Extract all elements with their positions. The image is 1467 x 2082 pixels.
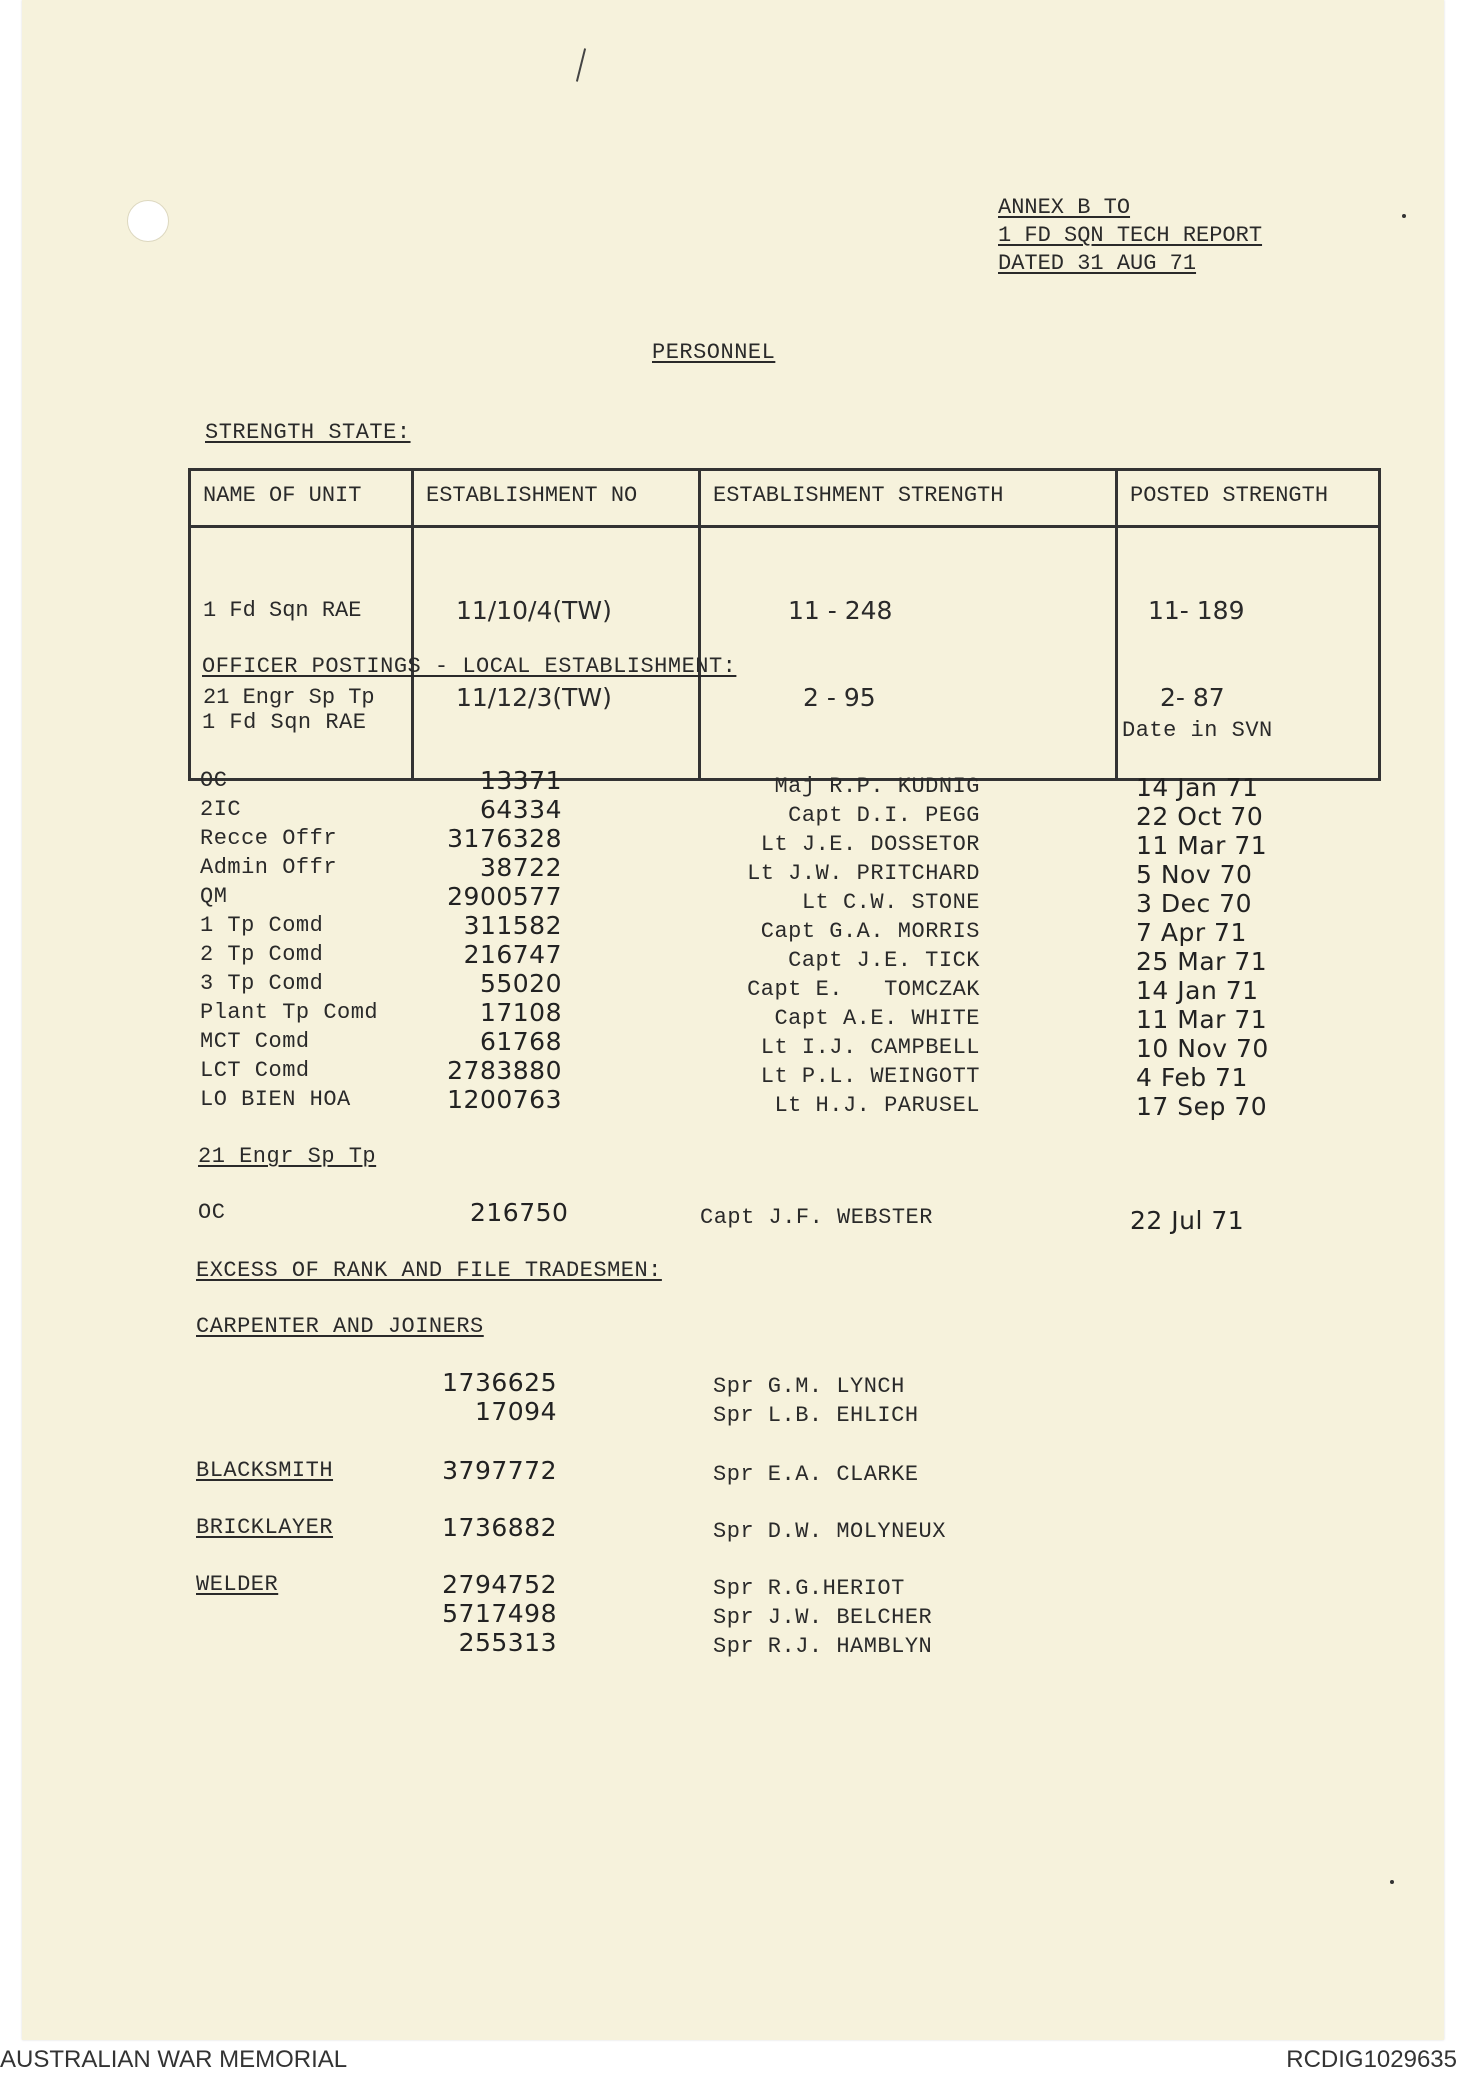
date-header: Date in SVN	[1122, 718, 1273, 743]
date-in-svn: 4 Feb 71	[1136, 1063, 1248, 1092]
page-title: PERSONNEL	[652, 340, 776, 365]
officer-name: Lt I.J. CAMPBELL	[760, 1035, 980, 1060]
officer-name: Lt J.E. DOSSETOR	[760, 832, 980, 857]
service-number: 38722	[479, 853, 562, 882]
date-in-svn: 3 Dec 70	[1136, 889, 1252, 918]
officer-name: Capt G.A. MORRIS	[760, 919, 980, 944]
annex-line: DATED 31 AUG 71	[998, 251, 1197, 276]
trade-name: CARPENTER AND JOINERS	[196, 1314, 484, 1339]
service-number: 1200763	[447, 1085, 562, 1114]
unit-name: 21 Engr Sp Tp	[203, 685, 375, 710]
est-strength-cell	[700, 527, 1117, 780]
service-number: 216750	[470, 1198, 569, 1227]
service-number: 17108	[479, 998, 562, 1027]
date-in-svn: 10 Nov 70	[1136, 1034, 1269, 1063]
header-unit: NAME OF UNIT	[190, 470, 413, 527]
pen-mark	[576, 48, 586, 81]
tradesman-name: Spr E.A. CLARKE	[713, 1462, 919, 1487]
service-number: 55020	[479, 969, 562, 998]
tradesman-name: Spr R.G.HERIOT	[713, 1576, 905, 1601]
service-number: 61768	[479, 1027, 562, 1056]
est-no: 11/10/4(TW)	[456, 596, 612, 625]
tradesman-name: Spr D.W. MOLYNEUX	[713, 1519, 946, 1544]
service-number: 64334	[479, 795, 562, 824]
date-in-svn: 11 Mar 71	[1136, 1005, 1268, 1034]
est-strength: 2 - 95	[803, 683, 876, 712]
service-number: 1736625	[442, 1368, 557, 1397]
date-in-svn: 7 Apr 71	[1136, 918, 1247, 947]
punch-hole	[127, 200, 169, 242]
unit-heading: 21 Engr Sp Tp	[198, 1144, 377, 1169]
officer-name: Capt E. TOMCZAK	[747, 977, 980, 1002]
date-in-svn: 5 Nov 70	[1136, 860, 1253, 889]
officer-name: Capt J.E. TICK	[788, 948, 980, 973]
speck	[1402, 214, 1406, 218]
appointment: Recce Offr	[200, 826, 338, 851]
officer-name: Capt A.E. WHITE	[774, 1006, 980, 1031]
annex-line: ANNEX B TO	[998, 195, 1131, 220]
service-number: 3176328	[447, 824, 562, 853]
est-no: 11/12/3(TW)	[456, 683, 612, 712]
service-number: 3797772	[442, 1456, 557, 1485]
appointment: QM	[200, 884, 228, 909]
date-in-svn: 14 Jan 71	[1136, 773, 1259, 802]
trade-name: BLACKSMITH	[196, 1458, 334, 1483]
officer-name: Lt C.W. STONE	[801, 890, 980, 915]
officer-name: Capt D.I. PEGG	[788, 803, 980, 828]
trade-name: BRICKLAYER	[196, 1515, 334, 1540]
officer-heading: OFFICER POSTINGS - LOCAL ESTABLISHMENT:	[202, 654, 737, 679]
officer-name: Capt J.F. WEBSTER	[700, 1205, 933, 1230]
service-number: 2783880	[447, 1056, 562, 1085]
officer-name: Lt H.J. PARUSEL	[774, 1093, 980, 1118]
service-number: 255313	[458, 1628, 557, 1657]
appointment: 2 Tp Comd	[200, 942, 324, 967]
appointment: MCT Comd	[200, 1029, 310, 1054]
appointment: 1 Tp Comd	[200, 913, 324, 938]
appointment: Admin Offr	[200, 855, 338, 880]
unit-heading: 1 Fd Sqn RAE	[202, 710, 367, 735]
footer-source: AUSTRALIAN WAR MEMORIAL	[0, 2046, 348, 2073]
service-number: 13371	[479, 766, 562, 795]
tradesman-name: Spr L.B. EHLICH	[713, 1403, 919, 1428]
service-number: 311582	[463, 911, 562, 940]
date-in-svn: 11 Mar 71	[1136, 831, 1268, 860]
service-number: 2794752	[442, 1570, 557, 1599]
appointment: LO BIEN HOA	[200, 1087, 351, 1112]
header-posted-strength: POSTED STRENGTH	[1117, 470, 1380, 527]
date-in-svn: 17 Sep 70	[1136, 1092, 1268, 1121]
header-est-no: ESTABLISHMENT NO	[413, 470, 700, 527]
service-number: 216747	[463, 940, 562, 969]
date-in-svn: 22 Oct 70	[1136, 802, 1264, 831]
posted-strength: 11- 189	[1148, 596, 1245, 625]
service-number: 17094	[474, 1397, 557, 1426]
table-header-row	[190, 470, 1380, 527]
date-in-svn: 14 Jan 71	[1136, 976, 1259, 1005]
service-number: 5717498	[442, 1599, 557, 1628]
tradesman-name: Spr J.W. BELCHER	[713, 1605, 933, 1630]
speck	[1390, 1880, 1394, 1884]
officer-name: Lt P.L. WEINGOTT	[760, 1064, 980, 1089]
est-strength: 11 - 248	[788, 596, 893, 625]
unit-name: 1 Fd Sqn RAE	[203, 598, 362, 623]
annex-reference	[998, 194, 1262, 278]
date-in-svn: 22 Jul 71	[1130, 1206, 1245, 1235]
header-est-strength: ESTABLISHMENT STRENGTH	[700, 470, 1117, 527]
officer-name: Lt J.W. PRITCHARD	[747, 861, 980, 886]
excess-heading: EXCESS OF RANK AND FILE TRADESMEN:	[196, 1258, 662, 1283]
appointment: 2IC	[200, 797, 242, 822]
posted-strength: 2- 87	[1160, 683, 1225, 712]
appointment: 3 Tp Comd	[200, 971, 324, 996]
footer-id: RCDIG1029635	[1286, 2046, 1457, 2073]
strength-heading: STRENGTH STATE:	[205, 420, 411, 445]
appointment: OC	[198, 1200, 226, 1225]
annex-line: 1 FD SQN TECH REPORT	[998, 223, 1263, 248]
appointment: LCT Comd	[200, 1058, 310, 1083]
appointment: Plant Tp Comd	[200, 1000, 379, 1025]
service-number: 1736882	[442, 1513, 557, 1542]
trade-name: WELDER	[196, 1572, 279, 1597]
appointment: OC	[200, 768, 228, 793]
date-in-svn: 25 Mar 71	[1136, 947, 1268, 976]
service-number: 2900577	[447, 882, 562, 911]
officer-name: Maj R.P. KUDNIG	[774, 774, 980, 799]
tradesman-name: Spr R.J. HAMBLYN	[713, 1634, 933, 1659]
tradesman-name: Spr G.M. LYNCH	[713, 1374, 905, 1399]
